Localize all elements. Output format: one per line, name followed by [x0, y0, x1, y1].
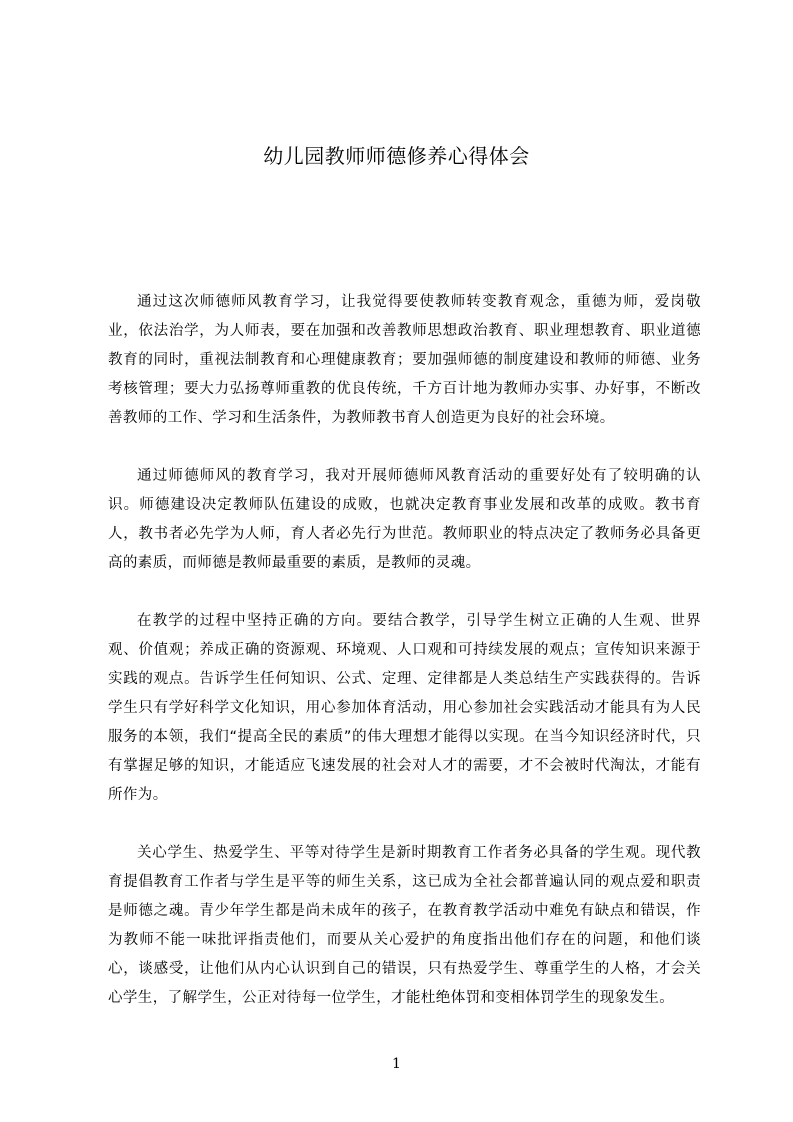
paragraph: 关心学生、热爱学生、平等对待学生是新时期教育工作者务必具备的学生观。现代教育提倡教育工作者与学生是平等的师生关系，这已成为全社会都普遍认同的观点爱和职责是师德之魂。青少年学生都是尚未成年的孩子，在教育教学活动中难免有缺点和错误，作为教师不能一味批评指责他们，而要从关心爱护的角度指出他们存在的问题，和他们谈心，谈感受，让他们从内心认识到自己的错误，只有热爱学生、尊重学生的人格，才会关心学生，了解学生，公正对待每一位学生，才能杜绝体罚和变相体罚学生的现象发生。: [108, 845, 701, 1006]
page-number: 1: [392, 1056, 401, 1072]
paragraph: 在教学的过程中坚持正确的方向。要结合教学，引导学生树立正确的人生观、世界观、价值观；养成正确的资源观、环境观、人口观和可持续发展的观点；宣传知识来源于实践的观点。告诉学生任何知识、公式、定理、定律都是人类总结生产实践获得的。告诉学生只有学好科学文化知识，用心参加体育活动，用心参加社会实践活动才能具有为人民服务的本领，我们“提高全民的素质”的伟大理想才能得以实现。在当今知识经济时代，只有掌握足够的知识，才能适应飞速发展的社会对人才的需要，才不会被时代淘汰，才能有所作为。: [108, 613, 701, 803]
document-title: 幼儿园教师师德修养心得体会: [263, 144, 530, 168]
document-body: [108, 288, 701, 1042]
paragraph: 通过这次师德师风教育学习，让我觉得要使教师转变教育观念，重德为师，爱岗敬业，依法治学，为人师表，要在加强和改善教师思想政治教育、职业理想教育、职业道德教育的同时，重视法制教育和心理健康教育；要加强师德的制度建设和教师的师德、业务考核管理；要大力弘扬尊师重教的优良传统，千方百计地为教师办实事、办好事，不断改善教师的工作、学习和生活条件，为教师教书育人创造更为良好的社会环境。: [108, 294, 701, 426]
paragraph: 通过师德师风的教育学习，我对开展师德师风教育活动的重要好处有了较明确的认识。师德建设决定教师队伍建设的成败，也就决定教育事业发展和改革的成败。教书育人，教书者必先学为人师，育人者必先行为世范。教师职业的特点决定了教师务必具备更高的素质，而师德是教师最重要的素质，是教师的灵魂。: [108, 468, 701, 571]
